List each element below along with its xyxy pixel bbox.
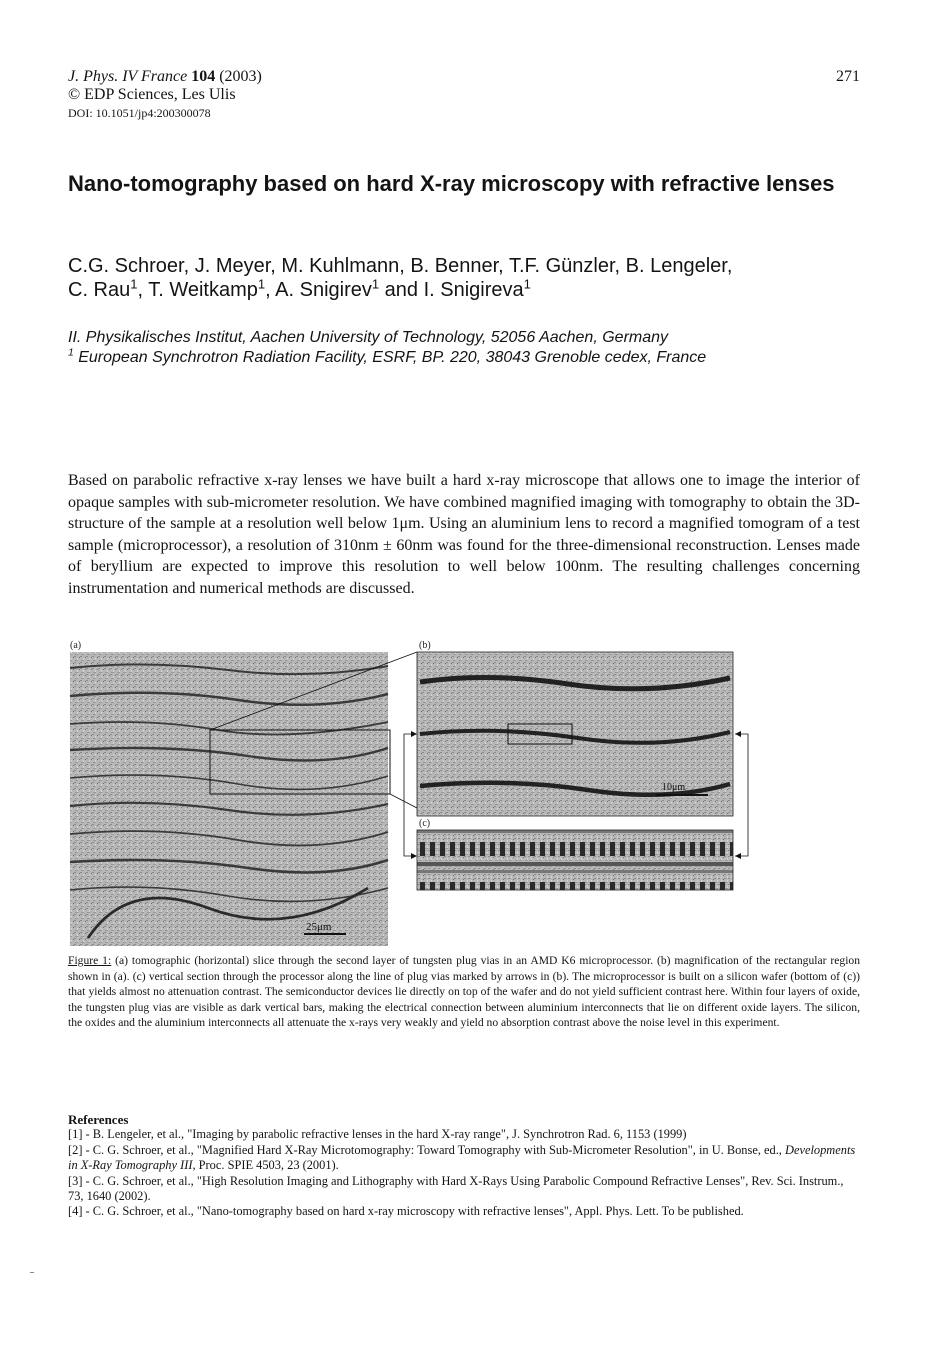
caption-text: (a) tomographic (horizontal) slice through the second layer of tungsten plug vias in an AMD K6 microprocessor. (b) magnification of the rectangular region shown in (a). (c) vertical section through the processor along the line of plug vias marked by arrows in (b). The microprocessor is built on a silicon wafer (bottom of (c)) that yields almost no attenuation contrast. The semiconductor devices lie directly on top of the wafer and do not yield sufficient contrast here. Within four layers of oxide, the tungsten plug vias are visible as dark vertical bars, making the electrical connection between aluminium interconnects that lie on different oxide layers. The silicon, the oxides and the aluminium interconnects all attenuate the x-rays very weakly and yield no absorption contrast above the noise level in this experiment. [68, 954, 861, 1029]
abstract: Based on parabolic refractive x-ray lenses we have built a hard x-ray microscope that allows one to image the interior of opaque samples with sub-micrometer resolution. We have combined magnified imaging with tomography to obtain the 3D-structure of the sample at a resolution well below 1μm. Using an aluminium lens to record a magnified tomogram of a test sample (microprocessor), a resolution of 310nm ± 60nm was found for the three-dimensional reconstruction. Lenses made of beryllium are expected to improve this resolution to well below 100nm. The resulting challenges concerning instrumentation and numerical methods are discussed. [68, 472, 860, 597]
panel-b-scale-label: 10μm [662, 782, 686, 793]
panel-b-label: (b) [419, 640, 431, 651]
running-header [68, 68, 262, 122]
panel-c-label: (c) [419, 818, 431, 829]
author-line-1: C.G. Schroer, J. Meyer, M. Kuhlmann, B. Benner, T.F. Günzler, B. Lengeler, [68, 255, 733, 277]
references-heading: References [68, 1112, 129, 1127]
panel-a-scale-label: 25μm [306, 921, 332, 933]
publisher: © EDP Sciences, Les Ulis [68, 86, 236, 103]
author-line-2: C. Rau$^1$, T. Weitkamp$^1$, A. Snigirev$^1$ and I. Snigireva$^1$ [68, 276, 531, 301]
reference-2: [2] - C. G. Schroer, et al., "Magnified Hard X-Ray Microtomography: Toward Tomography with Sub-Micrometer Resolution", in U. Bonse, ed., Developments in X-Ray Tomography III, Proc. SPIE 4503, 23 (2001). [68, 1142, 856, 1173]
arrow-right-top [735, 731, 741, 737]
arrow-right-bottom [735, 853, 741, 859]
journal-year: (2003) [219, 68, 262, 85]
margin-mark [30, 1272, 34, 1273]
journal-name: J. Phys. IV France [68, 68, 188, 85]
arrow-left-top [411, 731, 417, 737]
panel-c-image [417, 830, 733, 890]
page-number: 271 [836, 68, 860, 85]
reference-3: [3] - C. G. Schroer, et al., "High Resolution Imaging and Lithography with Hard X-Rays Using Parabolic Compound Refractive Lenses", Rev. Sci. Instrum., 73, 1640 (2002). [68, 1173, 844, 1204]
arrow-left-bracket [404, 734, 415, 856]
figure-1 [68, 638, 768, 950]
references [68, 1112, 860, 1220]
paper-title: Nano-tomography based on hard X-ray microscopy with refractive lenses [68, 171, 835, 196]
caption-label: Figure 1: [68, 954, 112, 967]
reference-4: [4] - C. G. Schroer, et al., "Nano-tomography based on hard x-ray microscopy with refractive lenses", Appl. Phys. Lett. To be published. [68, 1204, 744, 1219]
arrow-left-bottom [411, 853, 417, 859]
affiliations [68, 328, 868, 368]
affiliation-esrf: $^1$ European Synchrotron Radiation Facility, ESRF, BP. 220, 38043 Grenoble cedex, France [68, 347, 707, 366]
figure-1-graphic [68, 638, 768, 950]
author-list [68, 254, 868, 302]
zoom-line-bottom [390, 794, 417, 808]
reference-1: [1] - B. Lengeler, et al., "Imaging by parabolic refractive lenses in the hard X-ray range", J. Synchrotron Rad. 6, 1153 (1999) [68, 1127, 687, 1142]
arrow-right-bracket [735, 734, 748, 856]
journal-volume: 104 [191, 68, 216, 85]
doi: DOI: 10.1051/jp4:200300078 [68, 106, 211, 120]
affiliation-aachen: II. Physikalisches Institut, Aachen University of Technology, 52056 Aachen, Germany [68, 329, 669, 346]
figure-caption [68, 953, 860, 1031]
panel-a-label: (a) [70, 640, 82, 651]
